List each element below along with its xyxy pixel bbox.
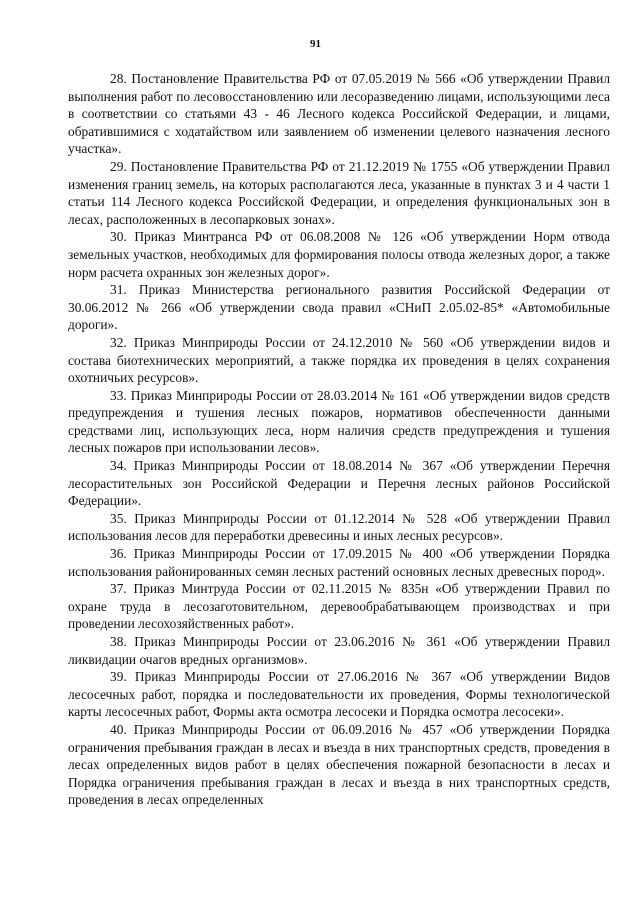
list-item: 33. Приказ Минприроды России от 28.03.2014 № 161 «Об утверждении видов средств предупреждения и тушения лесных пожаров, нормативов обеспеченности данными средствами лиц, использующих леса, норм наличия средств предупреждения и тушения лесных пожаров при использовании лесов». xyxy=(68,387,610,456)
list-item: 28. Постановление Правительства РФ от 07.05.2019 № 566 «Об утверждении Правил выполнения работ по лесовосстановлению или лесоразведению лицами, использующими леса в соответствии со статьями 43 - 46 Лесного кодекса Российской Федерации, и лицами, обратившимися с ходатайством или заявлением об изменении целевого назначения лесного участка». xyxy=(68,71,610,157)
list-item: 40. Приказ Минприроды России от 06.09.2016 № 457 «Об утверждении Порядка ограничения пребывания граждан в лесах и въезда в них транспортных средств, проведения в лесах определенных видов работ в целях обеспечения пожарной безопасности в лесах и Порядка ограничения пребывания граждан в лесах и въезда в них транспортных средств, проведения в лесах определенных xyxy=(68,721,610,808)
page-number: 91 xyxy=(310,38,321,50)
list-item: 30. Приказ Минтранса РФ от 06.08.2008 № 126 «Об утверждении Норм отвода земельных участков, необходимых для формирования полосы отвода железных дорог, а также норм расчета охранных зон железных дорог». xyxy=(68,229,610,280)
list-item: 35. Приказ Минприроды России от 01.12.2014 № 528 «Об утверждении Правил использования лесов для переработки древесины и иных лесных ресурсов». xyxy=(68,510,610,544)
list-item: 39. Приказ Минприроды России от 27.06.2016 № 367 «Об утверждении Видов лесосечных работ, порядка и последовательности их проведения, Формы технологической карты лесосечных работ, Формы акта осмотра лесосеки и Порядка осмотра лесосеки». xyxy=(68,669,610,720)
list-item: 37. Приказ Минтруда России от 02.11.2015 № 835н «Об утверждении Правил по охране труда в лесозаготовительном, деревообрабатывающем производствах и при проведении лесохозяйственных работ». xyxy=(68,581,610,632)
list-item: 34. Приказ Минприроды России от 18.08.2014 № 367 «Об утверждении Перечня лесорастительных зон Российской Федерации и Перечня лесных районов Российской Федерации». xyxy=(68,458,610,509)
list-item: 38. Приказ Минприроды России от 23.06.2016 № 361 «Об утверждении Правил ликвидации очагов вредных организмов». xyxy=(68,634,610,667)
list-item: 29. Постановление Правительства РФ от 21.12.2019 № 1755 «Об утверждении Правил изменения границ земель, на которых располагаются леса, указанные в пунктах 3 и 4 части 1 статьи 114 Лесного кодекса Российской Федерации, и определения функциональных зон в лесах, расположенных в лесопарковых зонах». xyxy=(68,158,610,227)
list-item: 31. Приказ Министерства регионального развития Российской Федерации от 30.06.2012 № 266 «Об утверждении свода правил «СНиП 2.05.02-85* «Автомобильные дороги». xyxy=(68,282,610,333)
body-text xyxy=(68,70,610,809)
list-item: 32. Приказ Минприроды России от 24.12.2010 № 560 «Об утверждении видов и состава биотехнических мероприятий, а также порядка их проведения в целях сохранения охотничьих ресурсов». xyxy=(68,334,610,386)
list-item: 36. Приказ Минприроды России от 17.09.2015 № 400 «Об утверждении Порядка использования районированных семян лесных растений основных лесных древесных пород». xyxy=(68,546,610,579)
